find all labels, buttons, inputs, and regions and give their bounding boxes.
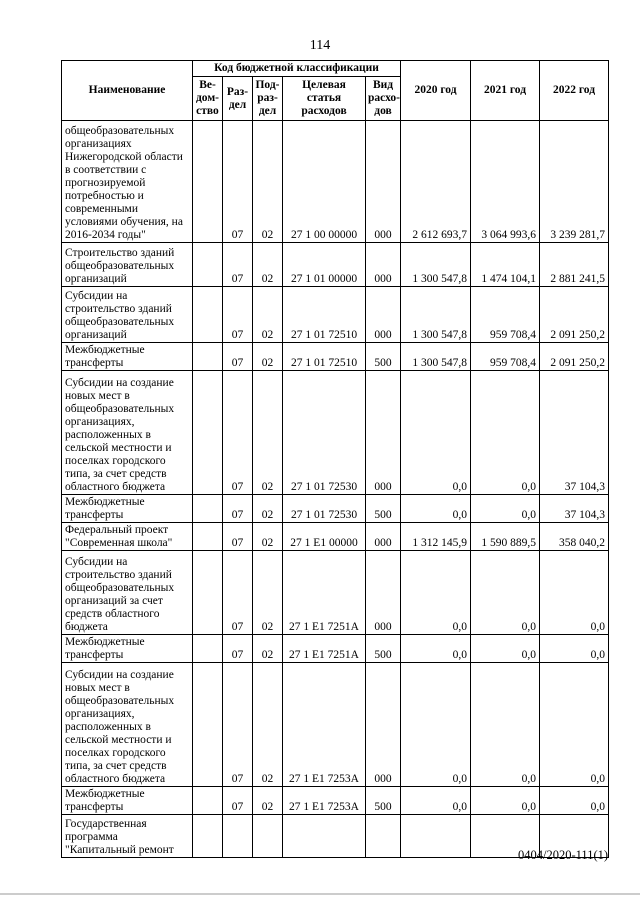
cell-2022: 2 091 250,2	[540, 287, 609, 343]
document-code: 0404/2020-111(1)	[518, 848, 609, 862]
cell-2020: 0,0	[401, 663, 471, 787]
cell-vedomstvo	[193, 343, 223, 371]
cell-vedomstvo	[193, 635, 223, 663]
cell-celevaya-statya: 27 1 01 72530	[283, 371, 366, 495]
cell-2020	[401, 815, 471, 858]
cell-podrazdel: 02	[253, 343, 283, 371]
cell-name: Субсидии на строительство зданий общеобразовательных организаций за счет средств областного бюджета	[62, 551, 193, 635]
cell-2020: 0,0	[401, 635, 471, 663]
cell-celevaya-statya: 27 1 E1 7253A	[283, 663, 366, 787]
header-celevaya-statya: Целевая статья расходов	[283, 77, 366, 121]
cell-vid-raskhodov: 000	[366, 121, 401, 243]
cell-podrazdel: 02	[253, 287, 283, 343]
cell-2021: 0,0	[471, 635, 540, 663]
header-2020: 2020 год	[401, 61, 471, 121]
cell-vid-raskhodov: 500	[366, 495, 401, 523]
table-row	[62, 523, 609, 551]
cell-vid-raskhodov: 500	[366, 635, 401, 663]
cell-2021: 3 064 993,6	[471, 121, 540, 243]
cell-celevaya-statya: 27 1 E1 7251A	[283, 551, 366, 635]
page-number: 114	[309, 38, 331, 53]
cell-name: общеобразовательных организациях Нижегородской области в соответствии с прогнозируемой потребностью и современными условиями обучения, на 2016-2034 годы"	[62, 121, 193, 243]
cell-name: Межбюджетные трансферты	[62, 343, 193, 371]
table-row	[62, 243, 609, 287]
header-vid-raskhodov: Вид расхо- дов	[366, 77, 401, 121]
cell-razdel: 07	[223, 523, 253, 551]
cell-celevaya-statya: 27 1 E1 7251A	[283, 635, 366, 663]
table-row	[62, 663, 609, 787]
cell-vid-raskhodov: 500	[366, 343, 401, 371]
cell-vid-raskhodov: 000	[366, 551, 401, 635]
header-razdel: Раз- дел	[223, 77, 253, 121]
cell-2022: 2 091 250,2	[540, 343, 609, 371]
cell-2021: 0,0	[471, 787, 540, 815]
cell-vedomstvo	[193, 121, 223, 243]
cell-razdel	[223, 815, 253, 858]
cell-vid-raskhodov: 000	[366, 287, 401, 343]
cell-2021: 959 708,4	[471, 287, 540, 343]
cell-vedomstvo	[193, 787, 223, 815]
table-row	[62, 287, 609, 343]
cell-vid-raskhodov	[366, 815, 401, 858]
cell-celevaya-statya: 27 1 E1 00000	[283, 523, 366, 551]
cell-podrazdel	[253, 815, 283, 858]
cell-podrazdel: 02	[253, 243, 283, 287]
cell-2021: 0,0	[471, 495, 540, 523]
cell-razdel: 07	[223, 495, 253, 523]
cell-2022: 358 040,2	[540, 523, 609, 551]
budget-table	[61, 60, 609, 858]
cell-vedomstvo	[193, 523, 223, 551]
cell-celevaya-statya: 27 1 01 72530	[283, 495, 366, 523]
cell-razdel: 07	[223, 287, 253, 343]
cell-2022: 0,0	[540, 663, 609, 787]
cell-name: Федеральный проект "Современная школа"	[62, 523, 193, 551]
cell-razdel: 07	[223, 243, 253, 287]
cell-podrazdel: 02	[253, 787, 283, 815]
cell-name: Межбюджетные трансферты	[62, 635, 193, 663]
cell-name: Межбюджетные трансферты	[62, 787, 193, 815]
table-row	[62, 495, 609, 523]
table-row	[62, 635, 609, 663]
cell-name: Субсидии на создание новых мест в общеобразовательных организациях, расположенных в сельской местности и поселках городского типа, за счет средств областного бюджета	[62, 663, 193, 787]
cell-vedomstvo	[193, 663, 223, 787]
cell-2020: 1 312 145,9	[401, 523, 471, 551]
header-2022: 2022 год	[540, 61, 609, 121]
cell-2020: 0,0	[401, 551, 471, 635]
cell-2021: 0,0	[471, 551, 540, 635]
table-row	[62, 551, 609, 635]
cell-podrazdel: 02	[253, 635, 283, 663]
header-podrazdel: Под- раз- дел	[253, 77, 283, 121]
cell-2022: 37 104,3	[540, 495, 609, 523]
table-row	[62, 343, 609, 371]
cell-2021: 1 474 104,1	[471, 243, 540, 287]
header-name: Наименование	[62, 61, 193, 121]
cell-razdel: 07	[223, 663, 253, 787]
cell-vedomstvo	[193, 243, 223, 287]
cell-vedomstvo	[193, 371, 223, 495]
cell-name: Субсидии на строительство зданий общеобразовательных организаций	[62, 287, 193, 343]
cell-razdel: 07	[223, 343, 253, 371]
cell-2020: 1 300 547,8	[401, 287, 471, 343]
table-row	[62, 371, 609, 495]
cell-2022: 0,0	[540, 787, 609, 815]
cell-celevaya-statya: 27 1 01 00000	[283, 243, 366, 287]
cell-podrazdel: 02	[253, 551, 283, 635]
cell-2022: 3 239 281,7	[540, 121, 609, 243]
cell-vid-raskhodov: 000	[366, 663, 401, 787]
cell-2020: 1 300 547,8	[401, 243, 471, 287]
cell-razdel: 07	[223, 121, 253, 243]
cell-celevaya-statya: 27 1 E1 7253A	[283, 787, 366, 815]
cell-podrazdel: 02	[253, 371, 283, 495]
cell-2022: 0,0	[540, 635, 609, 663]
cell-name: Субсидии на создание новых мест в общеобразовательных организациях, расположенных в сельской местности и поселках городского типа, за счет средств областного бюджета	[62, 371, 193, 495]
cell-name: Государственная программа "Капитальный ремонт	[62, 815, 193, 858]
cell-podrazdel: 02	[253, 523, 283, 551]
cell-vid-raskhodov: 000	[366, 371, 401, 495]
header-2021: 2021 год	[471, 61, 540, 121]
cell-2021: 0,0	[471, 371, 540, 495]
cell-vedomstvo	[193, 815, 223, 858]
cell-celevaya-statya: 27 1 01 72510	[283, 287, 366, 343]
cell-razdel: 07	[223, 635, 253, 663]
cell-2020: 1 300 547,8	[401, 343, 471, 371]
cell-name: Строительство зданий общеобразовательных организаций	[62, 243, 193, 287]
cell-celevaya-statya	[283, 815, 366, 858]
scan-edge	[0, 893, 640, 895]
cell-2020: 0,0	[401, 787, 471, 815]
cell-2022: 2 881 241,5	[540, 243, 609, 287]
cell-vid-raskhodov: 000	[366, 243, 401, 287]
cell-podrazdel: 02	[253, 663, 283, 787]
cell-vedomstvo	[193, 551, 223, 635]
cell-2020: 0,0	[401, 371, 471, 495]
cell-vedomstvo	[193, 495, 223, 523]
header-vedomstvo: Ве- дом- ство	[193, 77, 223, 121]
cell-razdel: 07	[223, 371, 253, 495]
cell-2020: 0,0	[401, 495, 471, 523]
cell-2020: 2 612 693,7	[401, 121, 471, 243]
cell-2022: 37 104,3	[540, 371, 609, 495]
header-budget-code-group: Код бюджетной классификации	[193, 61, 401, 77]
cell-2022: 0,0	[540, 551, 609, 635]
table-row	[62, 787, 609, 815]
cell-celevaya-statya: 27 1 01 72510	[283, 343, 366, 371]
cell-vid-raskhodov: 500	[366, 787, 401, 815]
cell-2021: 1 590 889,5	[471, 523, 540, 551]
cell-razdel: 07	[223, 551, 253, 635]
cell-vedomstvo	[193, 287, 223, 343]
cell-name: Межбюджетные трансферты	[62, 495, 193, 523]
table-row	[62, 121, 609, 243]
cell-podrazdel: 02	[253, 495, 283, 523]
cell-vid-raskhodov: 000	[366, 523, 401, 551]
cell-podrazdel: 02	[253, 121, 283, 243]
cell-celevaya-statya: 27 1 00 00000	[283, 121, 366, 243]
cell-razdel: 07	[223, 787, 253, 815]
cell-2021: 0,0	[471, 663, 540, 787]
cell-2021: 959 708,4	[471, 343, 540, 371]
